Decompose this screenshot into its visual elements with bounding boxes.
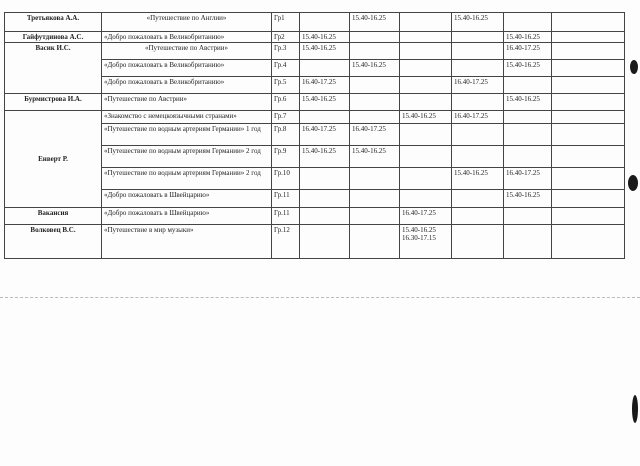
group-label: Гр.5 [272,77,300,94]
group-label: Гр.3 [272,43,300,60]
time-cell [552,94,625,111]
course-name: «Путешествие по Австрии» [102,94,272,111]
course-name: «Путешествие в мир музыки» [102,225,272,259]
time-cell [300,168,350,190]
time-cell [400,190,452,208]
time-cell [552,111,625,124]
time-cell [400,13,452,32]
table-row [5,13,625,32]
schedule-table [4,12,625,259]
time-cell: 15.40-16.25 [504,60,552,77]
time-cell: 15.40-16.25 [300,43,350,60]
table-row [5,225,625,259]
scan-artifact [632,395,638,423]
time-cell [552,208,625,225]
time-cell: 16.40-17.25 [504,168,552,190]
time-cell [350,190,400,208]
time-cell [452,60,504,77]
course-name: «Путешествие по водным артериям Германии» 1 год [102,124,272,146]
course-name: «Путешествие по водным артериям Германии» 2 год [102,168,272,190]
time-cell [504,13,552,32]
time-cell [504,77,552,94]
fold-line [0,297,640,299]
group-label: Гр.8 [272,124,300,146]
time-cell [400,168,452,190]
course-name: «Добро пожаловать в Швейцарию» [102,208,272,225]
time-cell [350,168,400,190]
time-cell [452,124,504,146]
group-label: Гр.4 [272,60,300,77]
time-cell [350,32,400,43]
group-label: Гр.11 [272,208,300,225]
time-cell [452,32,504,43]
time-cell [552,43,625,60]
time-cell: 16.40-17.25 [452,111,504,124]
time-cell: 16.40-17.25 [400,208,452,225]
time-cell [350,94,400,111]
course-name: «Путешествие по водным артериям Германии» 2 год [102,146,272,168]
time-cell [350,208,400,225]
teacher-name: Енверт Р. [5,111,102,208]
time-cell [552,32,625,43]
group-label: Гр.9 [272,146,300,168]
time-cell [552,77,625,94]
group-label: Гр.11 [272,190,300,208]
time-cell: 15.40-16.25 [300,32,350,43]
time-cell [350,77,400,94]
course-name: «Добро пожаловать в Великобританию» [102,60,272,77]
time-cell: 15.40-16.25 [400,111,452,124]
time-cell [300,208,350,225]
time-cell [452,208,504,225]
time-cell [552,190,625,208]
time-cell [552,13,625,32]
time-cell: 15.40-16.25 [350,146,400,168]
course-name: «Путешествие по Австрии» [102,43,272,60]
time-cell [350,43,400,60]
table-row [5,111,625,124]
scan-artifact [628,175,638,191]
time-cell: 15.40-16.25 [504,94,552,111]
time-cell [300,13,350,32]
time-cell [350,111,400,124]
time-cell [552,146,625,168]
group-label: Гр.7 [272,111,300,124]
time-cell: 15.40-16.25 [350,13,400,32]
time-cell [552,60,625,77]
time-cell: 16.40-17.25 [504,43,552,60]
time-cell: 16.40-17.25 [350,124,400,146]
time-cell [400,60,452,77]
time-cell [552,124,625,146]
time-cell: 16.40-17.25 [300,124,350,146]
time-cell [452,43,504,60]
course-name: «Знакомство с немецкоязычными странами» [102,111,272,124]
time-cell [552,225,625,259]
time-cell [504,124,552,146]
time-cell: 16.40-17.25 [300,77,350,94]
course-name: «Добро пожаловать в Великобританию» [102,32,272,43]
table-row [5,43,625,60]
scan-artifact [630,60,638,74]
time-cell [300,190,350,208]
time-cell [452,190,504,208]
time-cell: 15.40-16.25 [452,13,504,32]
course-name: «Добро пожаловать в Швейцарию» [102,190,272,208]
time-cell [350,225,400,259]
time-cell [400,32,452,43]
time-cell [504,146,552,168]
time-cell: 15.40-16.25 [504,190,552,208]
time-cell: 15.40-16.25 [350,60,400,77]
group-label: Гр.12 [272,225,300,259]
group-label: Гр2 [272,32,300,43]
time-cell [400,94,452,111]
course-name: «Путешествие по Англии» [102,13,272,32]
time-cell: 15.40-16.25 [504,32,552,43]
time-cell [504,225,552,259]
table-row [5,94,625,111]
time-cell [400,146,452,168]
time-cell: 16.40-17.25 [452,77,504,94]
group-label: Гр1 [272,13,300,32]
time-cell [504,208,552,225]
time-cell [300,225,350,259]
group-label: Гр.10 [272,168,300,190]
teacher-name: Волковец В.С. [5,225,102,259]
time-cell [452,225,504,259]
table-row [5,208,625,225]
time-cell [400,77,452,94]
time-cell [504,111,552,124]
teacher-name: Бурмистрова И.А. [5,94,102,111]
time-cell: 15.40-16.25 [452,168,504,190]
time-cell: 15.40-16.25 [300,146,350,168]
group-label: Гр.6 [272,94,300,111]
course-name: «Добро пожаловать в Великобританию» [102,77,272,94]
time-cell: 15.40-16.25 [300,94,350,111]
time-cell [400,124,452,146]
teacher-name: Третьякова А.А. [5,13,102,32]
time-cell [452,146,504,168]
time-cell [552,168,625,190]
time-cell [400,43,452,60]
teacher-name: Гайфутдинова А.С. [5,32,102,43]
time-cell [300,111,350,124]
teacher-name: Васик И.С. [5,43,102,94]
teacher-name: Вакансия [5,208,102,225]
time-cell: 15.40-16.25 16.30-17.15 [400,225,452,259]
time-cell [300,60,350,77]
table-row [5,32,625,43]
time-cell [452,94,504,111]
